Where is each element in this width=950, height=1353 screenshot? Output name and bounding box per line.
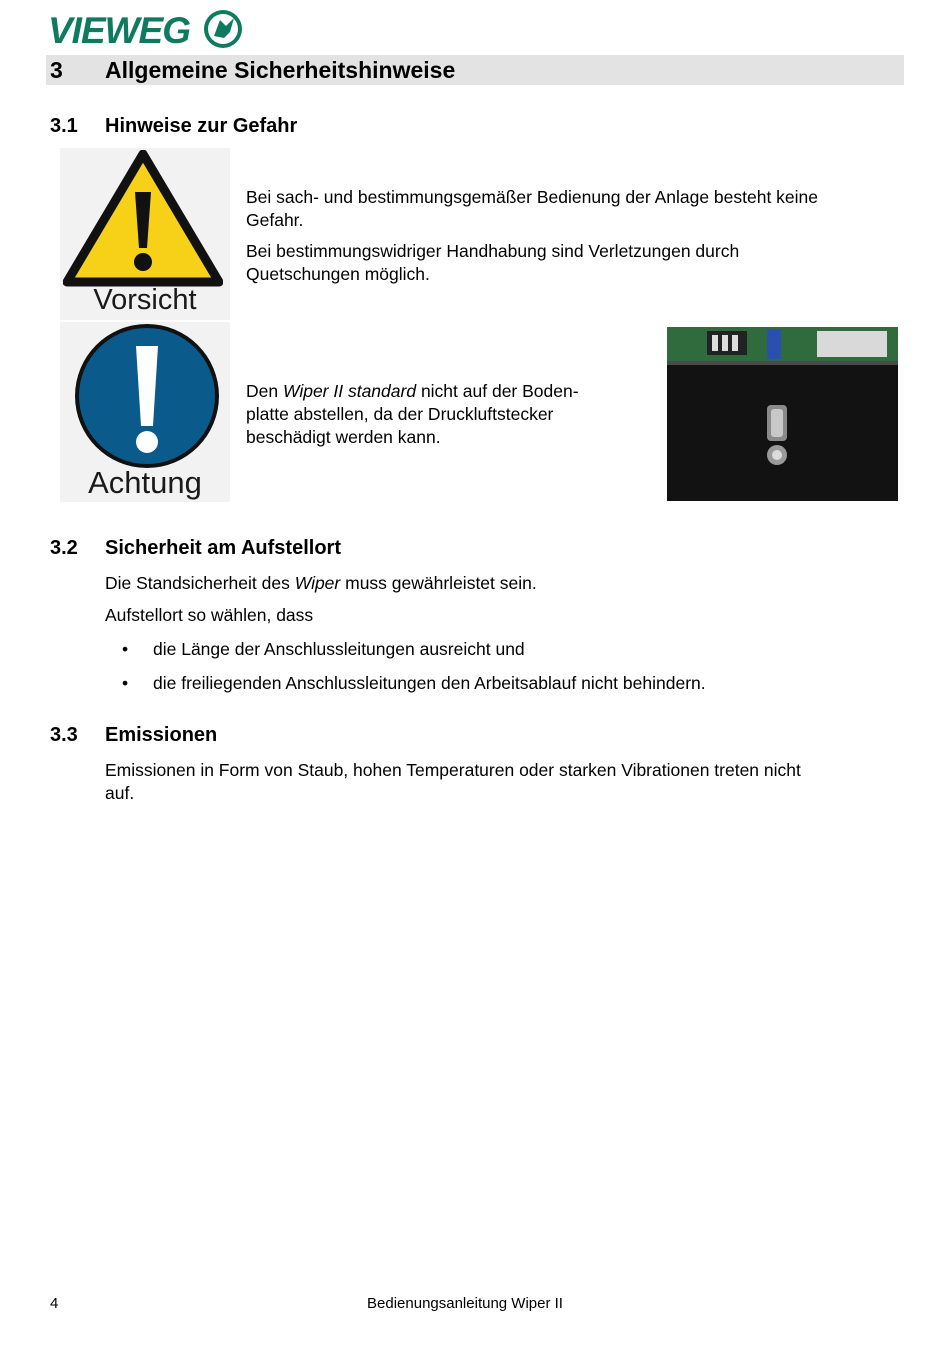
- caution-label: Vorsicht: [93, 284, 197, 316]
- vieweg-logo: [48, 8, 244, 50]
- location-paragraph: Aufstellort so wählen, dass: [105, 605, 314, 625]
- subsection-number: 3.3: [50, 724, 78, 746]
- emissions-paragraph: Emissionen in Form von Staub, hohen Temperaturen oder starken Vibrationen treten nicht auf.: [105, 760, 801, 803]
- caution-sign: [60, 148, 230, 320]
- hazard-paragraph-1: Bei sach- und bestimmungsgemäßer Bedienung der Anlage besteht keine Gefahr.: [246, 187, 819, 230]
- list-item: die freiliegenden Anschlussleitungen den Arbeitsablauf nicht behindern.: [153, 673, 706, 693]
- logo-text: VIEWEG: [48, 10, 191, 50]
- page-number: 4: [50, 1295, 59, 1312]
- bullet-icon: •: [122, 639, 129, 659]
- section-title: Allgemeine Sicherheitshinweise: [105, 57, 456, 83]
- exclamation-circle-icon: [72, 322, 222, 470]
- subsection-number: 3.2: [50, 537, 78, 559]
- footer-title: Bedienungsanleitung Wiper II: [367, 1295, 563, 1312]
- section-number: 3: [50, 57, 63, 83]
- hazard-paragraph-3: Den Wiper II standard nicht auf der Boden- platte abstellen, da der Druckluftstecker beschädigt werden kann.: [246, 381, 579, 447]
- attention-label: Achtung: [88, 465, 202, 500]
- subsection-number: 3.1: [50, 115, 78, 137]
- list-item: die Länge der Anschlussleitungen ausreicht und: [153, 639, 525, 659]
- bullet-icon: •: [122, 673, 129, 693]
- stability-paragraph: Die Standsicherheit des Wiper muss gewährleistet sein.: [105, 573, 537, 593]
- device-photo: [667, 327, 898, 501]
- warning-triangle-icon: [63, 150, 223, 288]
- subsection-title: Hinweise zur Gefahr: [105, 115, 298, 137]
- subsection-title: Emissionen: [105, 724, 218, 746]
- hazard-paragraph-2: Bei bestimmungswidriger Handhabung sind Verletzungen durch Quetschungen möglich.: [246, 241, 740, 284]
- attention-sign: [60, 322, 230, 502]
- subsection-title: Sicherheit am Aufstellort: [105, 537, 341, 559]
